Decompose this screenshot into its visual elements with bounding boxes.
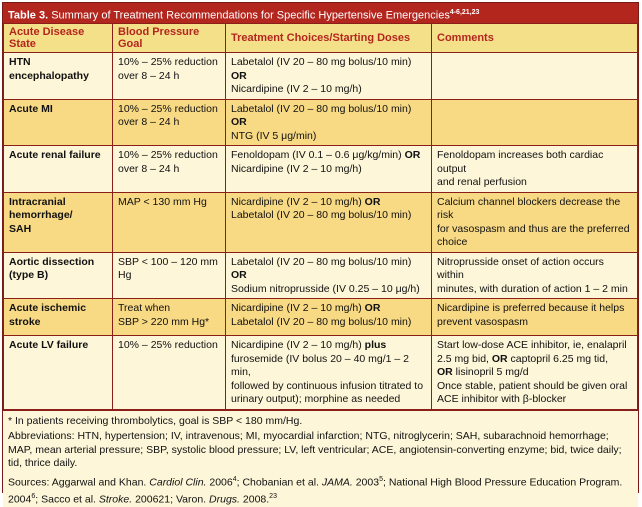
abbreviations-footnote: Abbreviations: HTN, hypertension; IV, intravenous; MI, myocardial infarction; NTG, nitroglycerin; SAH, subarachnoid hemorrhage; MAP, mean arterial pressure; SBP, systolic blood pressure; LV, left ventricular; ACE, angiotensin-converting enzyme; bid, twice daily; tid, thrice daily. — [8, 430, 622, 469]
disease-line: stroke — [9, 315, 41, 328]
column-header: Blood Pressure Goal — [113, 24, 226, 53]
treatment-cell — [226, 53, 432, 100]
bp-goal-cell — [113, 299, 226, 336]
disease-line: Acute renal failure — [9, 149, 101, 161]
disease-line: hemorrhage/ — [9, 209, 73, 221]
comments-cell — [432, 252, 638, 299]
disease-line: Acute LV failure — [9, 339, 89, 351]
treatment-line: Nicardipine (IV 2 – 10 mg/h) OR — [231, 302, 381, 314]
title-references: 4-6,21,23 — [449, 9, 480, 16]
recommendations-grid — [3, 23, 638, 410]
treatment-line: Nicardipine (IV 2 – 10 mg/h) — [231, 83, 362, 95]
goal-line: over 8 – 24 h — [118, 69, 180, 82]
treatment-line: urinary output); morphine as needed — [231, 393, 401, 405]
comment-line: minutes, with duration of action 1 – 2 min — [437, 282, 628, 295]
disease-cell — [4, 192, 113, 252]
treatment-line: Sodium nitroprusside (IV 0.25 – 10 μg/h) — [231, 282, 420, 295]
goal-line: SBP < 100 – 120 mm — [118, 255, 218, 268]
asterisk-footnote: * In patients receiving thrombolytics, goal is SBP < 180 mm/Hg. — [8, 414, 303, 427]
bp-goal-cell — [113, 146, 226, 193]
comment-line: OR lisinopril 5 mg/d — [437, 366, 529, 378]
treatment-cell — [226, 146, 432, 193]
table-number: Table 3. — [8, 9, 49, 22]
goal-line: 10% – 25% reduction — [118, 102, 218, 115]
header-row — [4, 24, 638, 53]
bp-goal-cell — [113, 99, 226, 146]
treatment-line: furosemide (IV bolus 20 – 40 mg/1 – 2 min, — [231, 352, 410, 378]
disease-line: Acute MI — [9, 102, 53, 115]
bp-goal-cell — [113, 336, 226, 410]
comment-line: 2.5 mg bid, OR captopril 6.25 mg tid, — [437, 352, 609, 365]
treatment-line: Labetalol (IV 20 – 80 mg bolus/10 min) OR — [231, 255, 412, 281]
column-header: Acute Disease State — [4, 24, 113, 53]
disease-cell — [4, 99, 113, 146]
treatment-cell — [226, 336, 432, 410]
treatment-line: followed by continuous infusion titrated to — [231, 379, 424, 392]
disease-line: Intracranial — [9, 195, 66, 208]
goal-line: SBP > 220 mm Hg* — [118, 315, 210, 328]
goal-line: Treat when — [118, 302, 171, 314]
disease-cell — [4, 146, 113, 193]
disease-line: (type B) — [9, 269, 49, 281]
table-row — [4, 53, 638, 100]
treatment-line: Labetalol (IV 20 – 80 mg bolus/10 min) — [231, 209, 412, 221]
disease-cell — [4, 336, 113, 410]
comment-line: choice — [437, 236, 468, 248]
goal-line: MAP < 130 mm Hg — [118, 195, 207, 208]
comments-cell — [432, 299, 638, 336]
sources-footnote: Sources: Aggarwal and Khan. Cardiol Clin. 2006$^4$; Chobanian et al. JAMA. 2003$^5$; National High Blood Pressure Education Program. 2004$^6$; Sacco et al. Stroke. 200621; Varon. Drugs. 2008.23 — [8, 475, 623, 505]
comment-line: prevent vasospasm — [437, 315, 529, 328]
treatment-line: Labetalol (IV 20 – 80 mg bolus/10 min) — [231, 315, 412, 328]
treatment-line: Labetalol (IV 20 – 80 mg bolus/10 min) OR — [231, 102, 412, 128]
table-row — [4, 299, 638, 336]
table-title — [3, 3, 638, 23]
treatment-line: Fenoldopam (IV 0.1 – 0.6 μg/kg/min) OR — [231, 149, 421, 161]
goal-line: 10% – 25% reduction — [118, 149, 218, 161]
table-caption: Summary of Treatment Recommendations for Specific Hypertensive Emergencies — [48, 9, 450, 22]
disease-line: SAH — [9, 222, 32, 235]
goal-line: 10% – 25% reduction — [118, 56, 218, 68]
comment-line: Start low-dose ACE inhibitor, ie, enalapril — [437, 339, 627, 351]
bp-goal-cell — [113, 252, 226, 299]
column-header: Comments — [432, 24, 638, 53]
comments-cell — [432, 192, 638, 252]
goal-line: over 8 – 24 h — [118, 162, 180, 175]
table-row — [4, 146, 638, 193]
comments-cell — [432, 336, 638, 410]
comment-line: Nicardipine is preferred because it helps — [437, 302, 625, 314]
comment-line: for vasospasm and thus are the preferred — [437, 222, 630, 235]
disease-cell — [4, 299, 113, 336]
table-footnotes — [3, 410, 638, 507]
treatment-line: Nicardipine (IV 2 – 10 mg/h) OR — [231, 195, 381, 208]
comment-line: Once stable, patient should be given oral — [437, 379, 628, 392]
comment-line: Fenoldopam increases both cardiac output — [437, 149, 604, 175]
comment-line: and renal perfusion — [437, 176, 527, 188]
table-row — [4, 99, 638, 146]
treatment-cell — [226, 299, 432, 336]
treatment-cell — [226, 99, 432, 146]
treatment-line: Nicardipine (IV 2 – 10 mg/h) plus — [231, 339, 387, 351]
comment-line: Calcium channel blockers decrease the risk — [437, 195, 621, 221]
disease-line: Acute ischemic — [9, 302, 87, 314]
table-row — [4, 336, 638, 410]
treatment-line: Nicardipine (IV 2 – 10 mg/h) — [231, 162, 362, 175]
comments-cell — [432, 146, 638, 193]
disease-cell — [4, 252, 113, 299]
goal-line: 10% – 25% reduction — [118, 339, 218, 351]
comment-line: ACE inhibitor with β-blocker — [437, 393, 567, 405]
goal-line: over 8 – 24 h — [118, 116, 180, 128]
disease-cell — [4, 53, 113, 100]
treatment-table — [2, 2, 639, 505]
bp-goal-cell — [113, 53, 226, 100]
disease-line: Aortic dissection — [9, 255, 95, 268]
column-header: Treatment Choices/Starting Doses — [226, 24, 432, 53]
treatment-cell — [226, 252, 432, 299]
comment-line: Nitroprusside onset of action occurs within — [437, 255, 604, 281]
disease-line: encephalopathy — [9, 69, 89, 82]
bp-goal-cell — [113, 192, 226, 252]
treatment-line: NTG (IV 5 μg/min) — [231, 129, 317, 142]
goal-line: Hg — [118, 269, 132, 281]
treatment-line: Labetalol (IV 20 – 80 mg bolus/10 min) OR — [231, 56, 412, 82]
treatment-cell — [226, 192, 432, 252]
disease-line: HTN — [9, 56, 31, 68]
table-row — [4, 192, 638, 252]
comments-cell — [432, 99, 638, 146]
table-row — [4, 252, 638, 299]
comments-cell — [432, 53, 638, 100]
